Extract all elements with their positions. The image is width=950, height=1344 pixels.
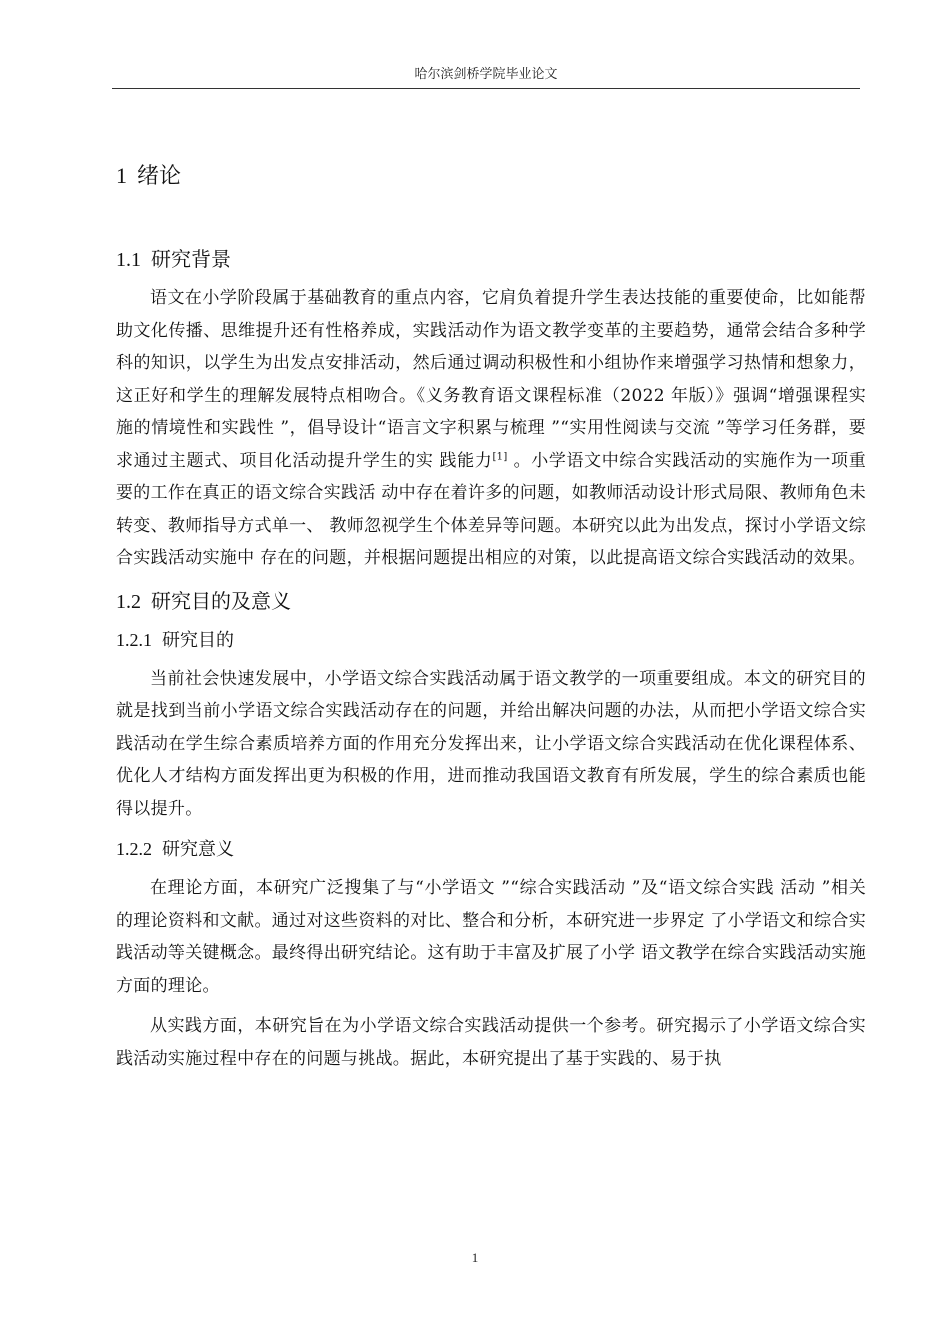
section-title: 研究背景	[151, 247, 231, 271]
header-title: 哈尔滨剑桥学院毕业论文	[414, 67, 558, 82]
significance-practice-paragraph: 从实践方面，本研究旨在为小学语文综合实践活动提供一个参考。研究揭示了小学语文综合实践活动实施过程中存在的问题与挑战。据此，本研究提出了基于实践的、易于执	[116, 1016, 866, 1069]
chapter-heading	[116, 156, 866, 197]
subsection-heading-1-2-2	[116, 833, 866, 866]
section-title: 研究目的及意义	[151, 588, 291, 613]
subsection-number: 1.2.1	[116, 629, 152, 650]
subsection-number: 1.2.2	[116, 839, 152, 859]
page-header	[112, 64, 860, 89]
citation-marker: [1]	[492, 450, 508, 462]
section-number: 1.2	[116, 590, 141, 613]
section-number: 1.1	[116, 249, 141, 271]
chapter-title: 绪论	[137, 164, 182, 189]
section-heading-1-1	[116, 241, 866, 278]
subsection-title: 研究目的	[162, 629, 234, 651]
subsection-title: 研究意义	[162, 839, 234, 860]
section-heading-1-2	[116, 583, 866, 620]
chapter-number: 1	[116, 163, 127, 188]
subsection-heading-1-2-1	[116, 624, 866, 657]
purpose-paragraph: 当前社会快速发展中，小学语文综合实践活动属于语文教学的一项重要组成。本文的研究目的就是找到当前小学语文综合实践活动存在的问题，并给出解决问题的办法，从而把小学语文综合实践活动在学生综合素质培养方面的作用充分发挥出来，让小学语文综合实践活动在优化课程体系、优化人才结构方面发挥出更为积极的作用，进而推动我国语文教育有所发展，学生的综合素质也能得以提升。	[116, 668, 866, 819]
background-text-part1: 语文在小学阶段属于基础教育的重点内容，它肩负着提升学生表达技能的重要使命，比如能帮助文化传播、思维提升还有性格养成，实践活动作为语文教学变革的主要趋势，通常会结合多种学科的知识，以学生为出发点安排活动，然后通过调动积极性和小组协作来增强学习热情和想象力，这正好和学生的理解发展特点相吻合。《义务教育语文课程标准（2022 年版）》强调“增强课程实施的情境性和实践性 ”，倡导设计“语言文字积累与梳理 ”“实用性阅读与交流 ”等学习任务群，要求通过主题式、项目化活动提升学生的实 践能力	[116, 288, 866, 471]
significance-theory-paragraph: 在理论方面，本研究广泛搜集了与“小学语文 ”“综合实践活动 ”及“语文综合实践 活动 ”相关的理论资料和文献。通过对这些资料的对比、整合和分析，本研究进一步界定 了小学语文和综合实践活动等关键概念。最终得出研究结论。这有助于丰富及扩展了小学 语文教学在综合实践活动实施方面的理论。	[116, 878, 866, 996]
background-paragraph	[116, 282, 866, 575]
background-text-part2: 。小学语文中综合实践活动的实施作为一项重要的工作在真正的语文综合实践活 动中存在着许多的问题，如教师活动设计形式局限、教师角色未转变、教师指导方式单一、 教师忽视学生个体差异等问题。本研究以此为出发点，探讨小学语文综合实践活动实施中 存在的问题，并根据问题提出相应的对策，以此提高语文综合实践活动的效果。	[116, 450, 866, 568]
document-body	[116, 156, 866, 1083]
page-number: 1	[471, 1250, 479, 1265]
